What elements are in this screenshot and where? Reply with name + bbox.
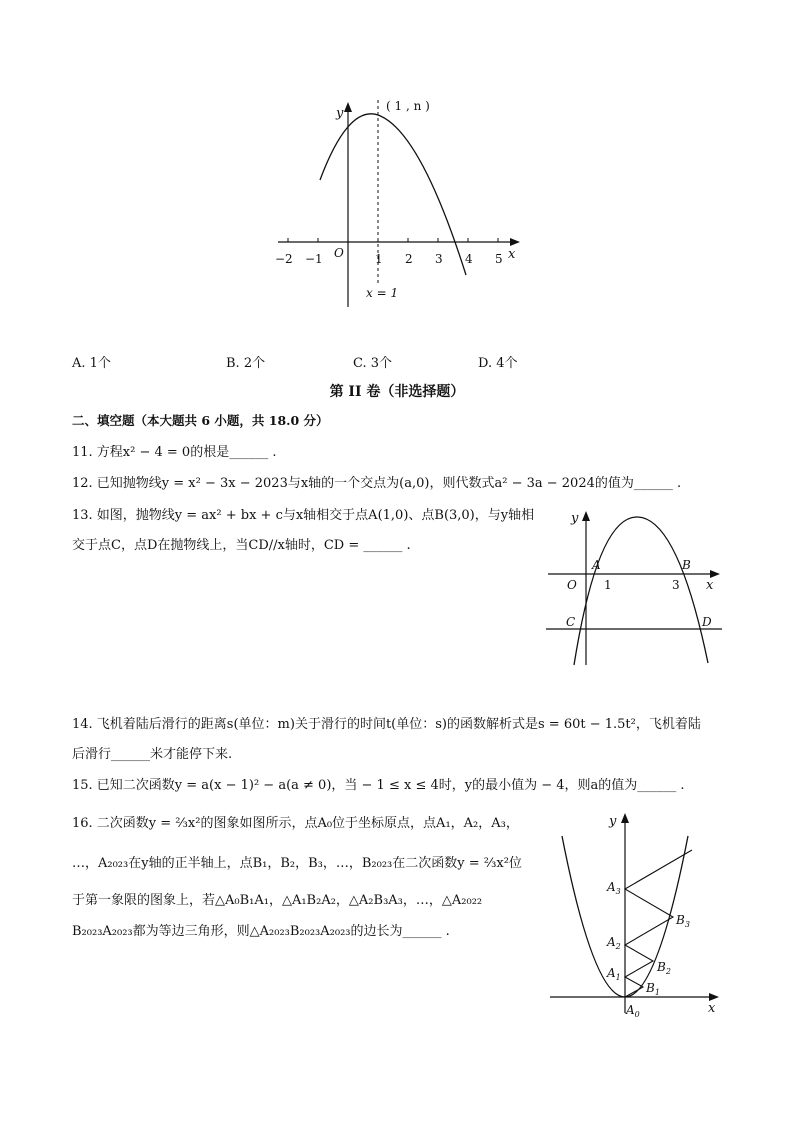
y-axis-label: y [336, 106, 344, 121]
tick-label-4: 4 [465, 252, 473, 266]
question-16-line-1: 16. 二次函数y = ⅔x²的图象如图所示，点A₀位于坐标原点，点A₁，A₂，A₃， [72, 816, 519, 831]
x-axis-arrow [510, 238, 520, 246]
q16-y-label: y [609, 814, 617, 829]
question-14-line-2: 后滑行______米才能停下来. [72, 747, 233, 762]
question-16-line-2: …，A₂₀₂₃在y轴的正半轴上，点B₁，B₂，B₃，…，B₂₀₂₃在二次函数y = ⅔x²位 [72, 856, 522, 871]
option-c: C. 3个 [353, 356, 393, 371]
question-16-line-3: 于第一象限的图象上，若△A₀B₁A₁，△A₁B₂A₂，△A₂B₃A₃，…，△A₂₀₂₂ [72, 893, 483, 908]
q13-point-d-label: D [702, 615, 712, 629]
question-13-line-1: 13. 如图，抛物线y = ax² + bx + c与x轴相交于点A(1,0)、点B(3,0)，与y轴相 [72, 508, 535, 523]
q16-b2-label: $B_2$ [657, 960, 671, 976]
option-a: A. 1个 [72, 356, 111, 371]
q13-y-axis-arrow [582, 511, 590, 521]
y-axis-arrow [344, 102, 352, 112]
tick-label-neg2: −2 [275, 252, 293, 266]
question-16-figure [545, 808, 730, 1023]
q16-a3-label: $A_3$ [607, 880, 621, 896]
q16-a0-label: $A_0$ [626, 1003, 640, 1019]
question-16-line-4: B₂₀₂₃A₂₀₂₃都为等边三角形，则△A₂₀₂₃B₂₀₂₃A₂₀₂₃的边长为______ . [72, 924, 450, 939]
tick-label-5: 5 [495, 252, 503, 266]
top-parabola-figure [270, 95, 530, 315]
q13-point-c-label: C [566, 615, 576, 629]
question-15: 15. 已知二次函数y = a(x − 1)² − a(a ≠ 0)，当 − 1 ≤ x ≤ 4时，y的最小值为 − 4，则a的值为______ . [72, 778, 685, 793]
q16-b3-label: $B_3$ [676, 913, 690, 929]
q16-b1-label: $B_1$ [646, 981, 660, 997]
option-b: B. 2个 [226, 356, 266, 371]
q13-tick-1-label: 1 [604, 578, 612, 592]
part-heading: 二、填空题（本大题共 6 小题，共 18.0 分） [72, 413, 329, 428]
q16-x-label: x [708, 1001, 716, 1016]
question-11: 11. 方程x² − 4 = 0的根是______ . [72, 445, 277, 460]
q13-x-label: x [706, 578, 714, 593]
option-d: D. 4个 [478, 356, 518, 371]
q16-x-axis-arrow [709, 993, 719, 1001]
q13-point-b-label: B [682, 558, 691, 572]
q13-x-axis-arrow [710, 570, 720, 578]
tick-label-1: 1 [375, 252, 383, 266]
x-axis-label: x [508, 247, 516, 262]
tick-label-3: 3 [435, 252, 443, 266]
question-12: 12. 已知抛物线y = x² − 3x − 2023与x轴的一个交点为(a,0)，则代数式a² − 3a − 2024的值为______ . [72, 476, 682, 491]
q13-tick-3-label: 3 [672, 578, 680, 592]
axis-equation-label: x = 1 [366, 286, 399, 300]
question-13-figure [540, 505, 730, 675]
q13-y-label: y [571, 511, 579, 526]
question-13-line-2: 交于点C，点D在抛物线上，当CD//x轴时，CD = ______ . [72, 538, 411, 553]
origin-label: O [334, 246, 344, 260]
q16-a2-label: $A_2$ [607, 935, 621, 951]
section-title: 第 II 卷（非选择题） [329, 384, 465, 400]
q16-y-axis-arrow [621, 813, 629, 823]
q13-origin-label: O [567, 578, 577, 592]
tick-label-2: 2 [405, 252, 413, 266]
q13-point-a-label: A [592, 558, 601, 572]
q13-parabola-curve [574, 517, 708, 665]
tick-label-neg1: −1 [305, 252, 323, 266]
vertex-label: ( 1 , n ) [386, 99, 430, 113]
q16-a1-label: $A_1$ [607, 966, 621, 982]
question-14-line-1: 14. 飞机着陆后滑行的距离s(单位：m)关于滑行的时间t(单位：s)的函数解析式是s = 60t − 1.5t²，飞机着陆 [72, 717, 701, 732]
